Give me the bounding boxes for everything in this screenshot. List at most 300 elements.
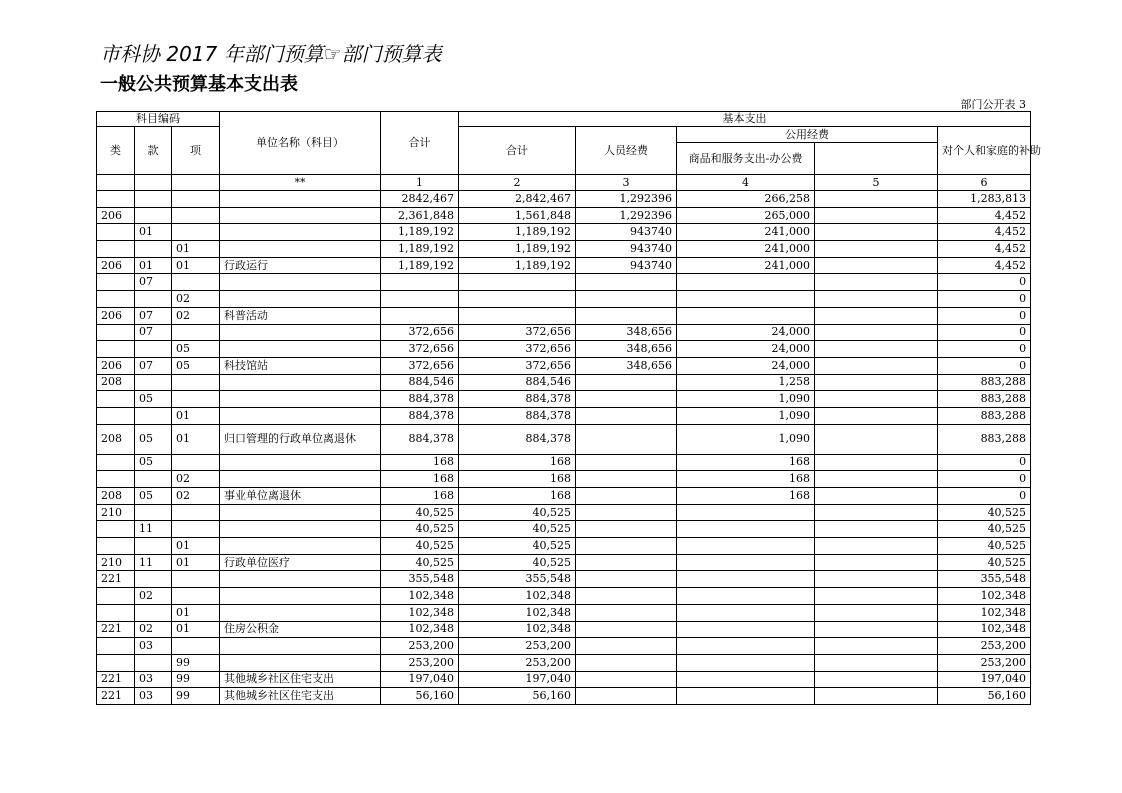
cell-basic-total: 102,348 (459, 621, 576, 638)
cell-goods-services (677, 638, 815, 655)
cell-total: 40,525 (381, 504, 459, 521)
cell-goods-services: 24,000 (677, 357, 815, 374)
cell-basic-total: 372,656 (459, 357, 576, 374)
cell-col5 (815, 554, 938, 571)
cell-xiang (172, 274, 220, 291)
cell-lei: 210 (97, 554, 135, 571)
cell-total: 102,348 (381, 588, 459, 605)
cell-lei (97, 638, 135, 655)
header-total: 合计 (381, 112, 459, 175)
cell-xiang (172, 374, 220, 391)
cell-xiang (172, 504, 220, 521)
budget-table (96, 111, 1042, 705)
cell-kuan (135, 407, 172, 424)
cell-individual-family: 40,525 (938, 554, 1031, 571)
cell-total: 884,378 (381, 407, 459, 424)
table-row (97, 571, 1031, 588)
cell-kuan: 07 (135, 324, 172, 341)
table-row (97, 604, 1031, 621)
cell-basic-total: 56,160 (459, 688, 576, 705)
cell-xiang: 01 (172, 621, 220, 638)
cell-lei: 221 (97, 671, 135, 688)
cell-goods-services: 241,000 (677, 224, 815, 241)
cell-individual-family: 0 (938, 341, 1031, 358)
cell-personnel: 943740 (576, 224, 677, 241)
cell-unit-name (220, 588, 381, 605)
cell-individual-family: 883,288 (938, 374, 1031, 391)
cell-personnel (576, 274, 677, 291)
cell-kuan (135, 207, 172, 224)
index-cell: 3 (576, 175, 677, 191)
cell-unit-name: 科技馆站 (220, 357, 381, 374)
cell-lei (97, 407, 135, 424)
cell-personnel (576, 538, 677, 555)
cell-goods-services (677, 671, 815, 688)
cell-basic-total: 1,189,192 (459, 241, 576, 258)
cell-individual-family: 40,525 (938, 538, 1031, 555)
cell-basic-total: 40,525 (459, 504, 576, 521)
cell-personnel (576, 488, 677, 505)
index-cell (172, 175, 220, 191)
cell-personnel (576, 521, 677, 538)
cell-unit-name (220, 324, 381, 341)
cell-unit-name (220, 454, 381, 471)
cell-col5 (815, 588, 938, 605)
cell-col5 (815, 307, 938, 324)
cell-individual-family: 0 (938, 274, 1031, 291)
index-cell: 4 (677, 175, 815, 191)
cell-lei: 208 (97, 488, 135, 505)
cell-xiang: 99 (172, 688, 220, 705)
cell-goods-services (677, 688, 815, 705)
cell-personnel: 348,656 (576, 324, 677, 341)
cell-unit-name (220, 407, 381, 424)
cell-col5 (815, 571, 938, 588)
cell-lei (97, 654, 135, 671)
table-row (97, 207, 1031, 224)
cell-xiang: 99 (172, 671, 220, 688)
cell-total: 40,525 (381, 554, 459, 571)
cell-kuan (135, 241, 172, 258)
cell-kuan (135, 538, 172, 555)
cell-xiang: 01 (172, 554, 220, 571)
cell-kuan (135, 471, 172, 488)
cell-unit-name (220, 241, 381, 258)
cell-lei: 206 (97, 257, 135, 274)
cell-xiang (172, 521, 220, 538)
cell-goods-services (677, 621, 815, 638)
cell-total: 168 (381, 471, 459, 488)
header-individual-family: 对个人和家庭的补助 (938, 127, 1031, 175)
cell-col5 (815, 207, 938, 224)
cell-total: 1,189,192 (381, 257, 459, 274)
cell-kuan (135, 571, 172, 588)
cell-goods-services (677, 554, 815, 571)
cell-unit-name: 科普活动 (220, 307, 381, 324)
cell-lei: 208 (97, 374, 135, 391)
cell-individual-family: 355,548 (938, 571, 1031, 588)
cell-personnel (576, 654, 677, 671)
cell-unit-name (220, 504, 381, 521)
cell-basic-total (459, 307, 576, 324)
cell-lei (97, 604, 135, 621)
table-row (97, 638, 1031, 655)
cell-unit-name: 其他城乡社区住宅支出 (220, 671, 381, 688)
cell-individual-family: 253,200 (938, 638, 1031, 655)
header-public-funds: 公用经费 (677, 127, 938, 143)
cell-unit-name (220, 224, 381, 241)
cell-kuan: 07 (135, 357, 172, 374)
cell-xiang: 01 (172, 241, 220, 258)
cell-personnel: 348,656 (576, 357, 677, 374)
cell-individual-family: 0 (938, 291, 1031, 308)
table-row (97, 374, 1031, 391)
header-kuan: 款 (135, 127, 172, 175)
cell-goods-services: 168 (677, 471, 815, 488)
cell-col5 (815, 191, 938, 208)
cell-individual-family: 0 (938, 357, 1031, 374)
cell-kuan (135, 341, 172, 358)
cell-total: 168 (381, 488, 459, 505)
cell-personnel (576, 471, 677, 488)
index-cell: 1 (381, 175, 459, 191)
cell-personnel (576, 638, 677, 655)
cell-lei (97, 324, 135, 341)
cell-xiang: 05 (172, 357, 220, 374)
table-row (97, 488, 1031, 505)
table-row (97, 554, 1031, 571)
cell-total: 372,656 (381, 357, 459, 374)
index-cell: 2 (459, 175, 576, 191)
cell-col5 (815, 671, 938, 688)
cell-unit-name (220, 341, 381, 358)
cell-col5 (815, 291, 938, 308)
cell-col5 (815, 504, 938, 521)
table-row (97, 538, 1031, 555)
cell-kuan: 07 (135, 307, 172, 324)
cell-kuan: 05 (135, 488, 172, 505)
cell-personnel (576, 571, 677, 588)
cell-unit-name (220, 654, 381, 671)
cell-personnel: 1,292396 (576, 191, 677, 208)
table-row (97, 257, 1031, 274)
table-row (97, 454, 1031, 471)
cell-col5 (815, 654, 938, 671)
cell-col5 (815, 357, 938, 374)
cell-col5 (815, 257, 938, 274)
cell-total: 253,200 (381, 638, 459, 655)
header-basic-total: 合计 (459, 127, 576, 175)
cell-col5 (815, 488, 938, 505)
table-row (97, 274, 1031, 291)
cell-personnel: 348,656 (576, 341, 677, 358)
cell-xiang: 01 (172, 257, 220, 274)
cell-basic-total: 355,548 (459, 571, 576, 588)
cell-lei: 221 (97, 621, 135, 638)
cell-personnel (576, 391, 677, 408)
cell-personnel: 1,292396 (576, 207, 677, 224)
cell-xiang (172, 191, 220, 208)
cell-individual-family: 197,040 (938, 671, 1031, 688)
cell-personnel (576, 688, 677, 705)
cell-kuan: 03 (135, 688, 172, 705)
cell-total: 884,546 (381, 374, 459, 391)
cell-unit-name: 事业单位离退休 (220, 488, 381, 505)
cell-personnel: 943740 (576, 257, 677, 274)
cell-total: 2842,467 (381, 191, 459, 208)
cell-individual-family: 102,348 (938, 621, 1031, 638)
cell-basic-total: 372,656 (459, 324, 576, 341)
cell-kuan: 11 (135, 521, 172, 538)
cell-basic-total: 253,200 (459, 654, 576, 671)
table-row (97, 241, 1031, 258)
cell-total (381, 307, 459, 324)
cell-basic-total: 102,348 (459, 604, 576, 621)
cell-basic-total: 168 (459, 471, 576, 488)
cell-total: 1,189,192 (381, 241, 459, 258)
cell-individual-family: 56,160 (938, 688, 1031, 705)
table-row (97, 357, 1031, 374)
cell-lei (97, 588, 135, 605)
cell-total: 1,189,192 (381, 224, 459, 241)
cell-basic-total: 2,842,467 (459, 191, 576, 208)
cell-goods-services: 266,258 (677, 191, 815, 208)
header-personnel: 人员经费 (576, 127, 677, 175)
cell-personnel (576, 454, 677, 471)
cell-individual-family: 883,288 (938, 391, 1031, 408)
table-row (97, 407, 1031, 424)
cell-basic-total: 372,656 (459, 341, 576, 358)
cell-basic-total: 253,200 (459, 638, 576, 655)
cell-total: 40,525 (381, 538, 459, 555)
cell-goods-services (677, 604, 815, 621)
cell-goods-services (677, 571, 815, 588)
document-subtitle: 一般公共预算基本支出表 (100, 74, 298, 95)
cell-xiang: 01 (172, 424, 220, 454)
cell-lei (97, 341, 135, 358)
cell-basic-total: 1,189,192 (459, 257, 576, 274)
cell-unit-name (220, 374, 381, 391)
cell-goods-services: 1,090 (677, 424, 815, 454)
cell-personnel (576, 424, 677, 454)
cell-col5 (815, 224, 938, 241)
cell-lei (97, 191, 135, 208)
cell-lei (97, 471, 135, 488)
cell-lei: 208 (97, 424, 135, 454)
cell-xiang: 02 (172, 471, 220, 488)
cell-goods-services (677, 274, 815, 291)
cell-col5 (815, 471, 938, 488)
cell-kuan (135, 374, 172, 391)
cell-xiang (172, 454, 220, 471)
cell-unit-name: 其他城乡社区住宅支出 (220, 688, 381, 705)
cell-individual-family: 883,288 (938, 407, 1031, 424)
index-cell: 5 (815, 175, 938, 191)
cell-goods-services (677, 654, 815, 671)
cell-xiang (172, 324, 220, 341)
cell-kuan: 01 (135, 224, 172, 241)
table-body (97, 175, 1031, 705)
header-subject-code: 科目编码 (97, 112, 220, 127)
table-row (97, 224, 1031, 241)
cell-unit-name: 行政单位医疗 (220, 554, 381, 571)
cell-total: 253,200 (381, 654, 459, 671)
table-row (97, 324, 1031, 341)
cell-kuan: 11 (135, 554, 172, 571)
cell-personnel (576, 374, 677, 391)
cell-unit-name (220, 191, 381, 208)
cell-col5 (815, 341, 938, 358)
cell-unit-name (220, 521, 381, 538)
table-row (97, 654, 1031, 671)
cell-col5 (815, 688, 938, 705)
index-cell: 6 (938, 175, 1031, 191)
index-cell (135, 175, 172, 191)
cell-basic-total: 197,040 (459, 671, 576, 688)
cell-total: 40,525 (381, 521, 459, 538)
cell-xiang (172, 207, 220, 224)
cell-personnel (576, 504, 677, 521)
table-row (97, 471, 1031, 488)
cell-basic-total: 884,378 (459, 424, 576, 454)
cell-individual-family: 40,525 (938, 504, 1031, 521)
cell-xiang (172, 391, 220, 408)
cell-basic-total: 40,525 (459, 538, 576, 555)
cell-total: 355,548 (381, 571, 459, 588)
header-xiang: 项 (172, 127, 220, 175)
cell-goods-services: 1,090 (677, 407, 815, 424)
cell-total (381, 291, 459, 308)
cell-unit-name: 行政运行 (220, 257, 381, 274)
cell-xiang: 05 (172, 341, 220, 358)
cell-kuan (135, 191, 172, 208)
cell-col5 (815, 274, 938, 291)
header-basic-expense: 基本支出 (459, 112, 1031, 127)
cell-goods-services: 168 (677, 488, 815, 505)
cell-kuan (135, 604, 172, 621)
table-row (97, 341, 1031, 358)
cell-col5 (815, 241, 938, 258)
table-row (97, 621, 1031, 638)
table-number: 部门公开表 3 (960, 98, 1026, 111)
cell-basic-total (459, 274, 576, 291)
cell-xiang: 02 (172, 291, 220, 308)
document-title: 市科协 2017 年部门预算☞部门预算表 (100, 42, 442, 66)
cell-total: 2,361,848 (381, 207, 459, 224)
cell-basic-total: 40,525 (459, 554, 576, 571)
cell-col5 (815, 407, 938, 424)
cell-kuan (135, 654, 172, 671)
cell-basic-total: 168 (459, 454, 576, 471)
cell-goods-services: 265,000 (677, 207, 815, 224)
cell-basic-total: 1,561,848 (459, 207, 576, 224)
cell-kuan: 02 (135, 621, 172, 638)
cell-lei: 221 (97, 688, 135, 705)
cell-total: 884,378 (381, 424, 459, 454)
cell-unit-name (220, 471, 381, 488)
cell-total: 372,656 (381, 324, 459, 341)
cell-basic-total (459, 291, 576, 308)
cell-individual-family: 4,452 (938, 224, 1031, 241)
cell-basic-total: 884,378 (459, 391, 576, 408)
cell-personnel (576, 621, 677, 638)
header-lei: 类 (97, 127, 135, 175)
table-row (97, 521, 1031, 538)
cell-individual-family: 102,348 (938, 588, 1031, 605)
cell-lei (97, 291, 135, 308)
cell-col5 (815, 604, 938, 621)
cell-unit-name: 住房公积金 (220, 621, 381, 638)
cell-col5 (815, 324, 938, 341)
cell-col5 (815, 424, 938, 454)
table-row (97, 191, 1031, 208)
cell-individual-family: 1,283,813 (938, 191, 1031, 208)
cell-col5 (815, 454, 938, 471)
cell-personnel (576, 291, 677, 308)
cell-personnel: 943740 (576, 241, 677, 258)
cell-personnel (576, 604, 677, 621)
header-unit-name: 单位名称（科目） (220, 112, 381, 175)
cell-total: 102,348 (381, 604, 459, 621)
cell-total: 168 (381, 454, 459, 471)
cell-personnel (576, 588, 677, 605)
cell-xiang: 02 (172, 307, 220, 324)
table-row (97, 307, 1031, 324)
cell-individual-family: 0 (938, 488, 1031, 505)
cell-lei: 206 (97, 307, 135, 324)
cell-kuan: 05 (135, 391, 172, 408)
cell-total: 884,378 (381, 391, 459, 408)
cell-lei (97, 391, 135, 408)
cell-kuan: 02 (135, 588, 172, 605)
cell-individual-family: 883,288 (938, 424, 1031, 454)
cell-goods-services (677, 307, 815, 324)
cell-personnel (576, 671, 677, 688)
cell-basic-total: 884,378 (459, 407, 576, 424)
cell-col5 (815, 374, 938, 391)
cell-xiang: 01 (172, 538, 220, 555)
cell-goods-services (677, 291, 815, 308)
table-row (97, 688, 1031, 705)
cell-lei (97, 224, 135, 241)
cell-individual-family: 0 (938, 454, 1031, 471)
cell-lei: 210 (97, 504, 135, 521)
cell-goods-services (677, 504, 815, 521)
cell-lei (97, 538, 135, 555)
cell-kuan: 03 (135, 671, 172, 688)
cell-kuan: 05 (135, 424, 172, 454)
cell-individual-family: 4,452 (938, 241, 1031, 258)
cell-total: 197,040 (381, 671, 459, 688)
cell-xiang: 99 (172, 654, 220, 671)
cell-lei: 221 (97, 571, 135, 588)
cell-kuan (135, 291, 172, 308)
cell-basic-total: 102,348 (459, 588, 576, 605)
cell-unit-name (220, 391, 381, 408)
cell-basic-total: 168 (459, 488, 576, 505)
cell-kuan: 07 (135, 274, 172, 291)
cell-unit-name (220, 291, 381, 308)
cell-total: 102,348 (381, 621, 459, 638)
cell-personnel (576, 407, 677, 424)
cell-xiang: 01 (172, 604, 220, 621)
cell-lei (97, 241, 135, 258)
cell-personnel (576, 307, 677, 324)
cell-col5 (815, 538, 938, 555)
cell-kuan: 01 (135, 257, 172, 274)
cell-goods-services: 241,000 (677, 241, 815, 258)
cell-individual-family: 0 (938, 471, 1031, 488)
